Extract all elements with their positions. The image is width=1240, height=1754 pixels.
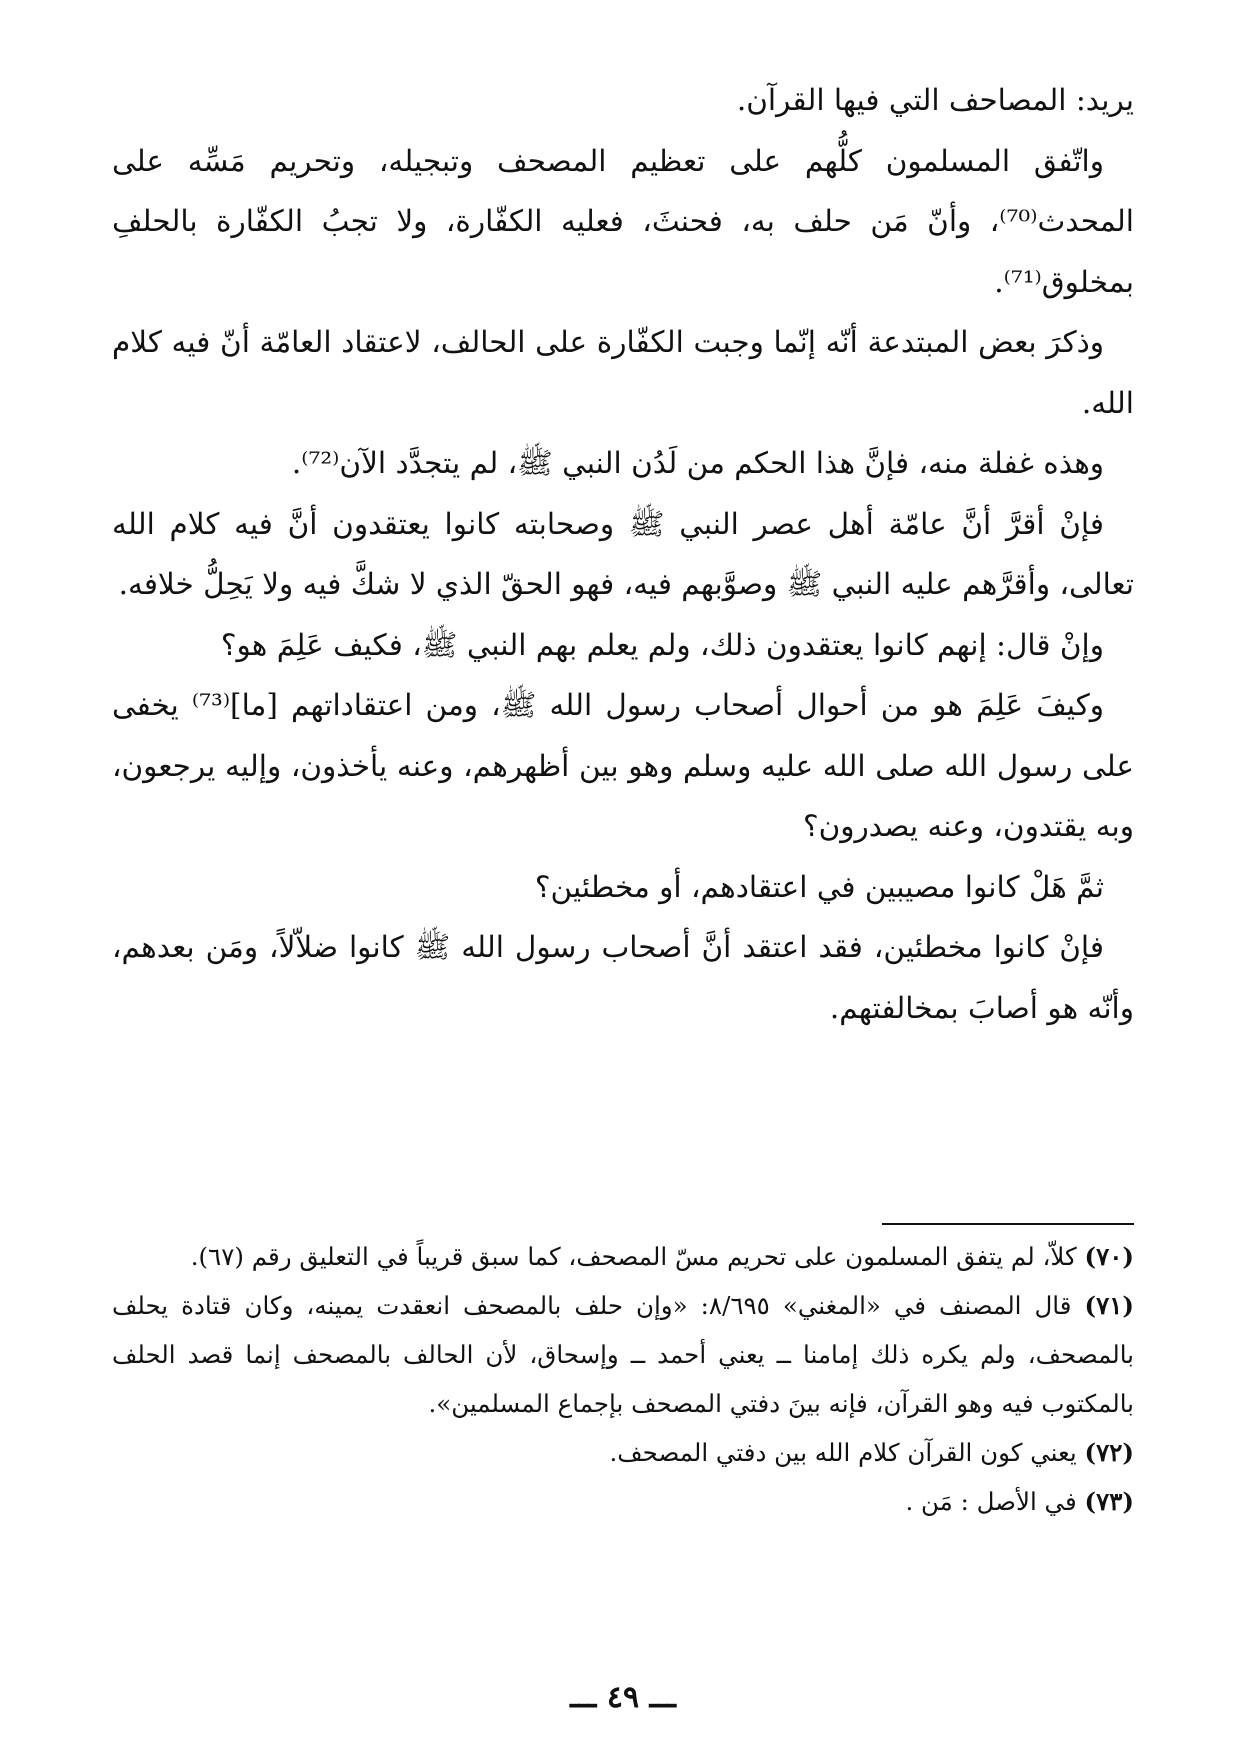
footnote <box>112 1281 1134 1428</box>
footnote-text: كلاّ، لم يتفق المسلمون على تحريم مسّ المصحف، كما سبق قريباً في التعليق رقم (٦٧). <box>190 1242 1077 1271</box>
paragraph: وذكرَ بعض المبتدعة أنّه إنّما وجبت الكفّارة على الحالف، لاعتقاد العامّة أنّ فيه كلام الله. <box>112 325 1134 420</box>
footnote-number: (٧٣) <box>1084 1487 1134 1516</box>
paragraph: وكيفَ عَلِمَ هو من أحوال أصحاب رسول الله ﷺ، ومن اعتقاداتهم [ما]⁽⁷³⁾ يخفى على رسول الله صلى الله عليه وسلم وهو بين أظهرهم، وعنه يأخذون، وإليه يرجعون، وبه يقتدون، وعنه يصدرون؟ <box>112 688 1134 843</box>
paragraph: فإنْ كانوا مخطئين، فقد اعتقد أنَّ أصحاب رسول الله ﷺ كانوا ضلاّلاً، ومَن بعدهم، وأنّه هو أصابَ بمخالفتهم. <box>112 930 1134 1025</box>
footnote-text: قال المصنف في «المغني» ٨/٦٩٥: «وإن حلف بالمصحف انعقدت يمينه، وكان قتادة يحلف بالمصحف، ولم يكره ذلك إمامنا ــ يعني أحمد ــ وإسحاق، لأن الحالف بالمصحف إنما قصد الحلف بالمكتوب فيه وهو القرآن، فإنه بينَ دفتي المصحف بإجماع المسلمين». <box>112 1291 1134 1418</box>
footnote-divider <box>882 1223 1134 1225</box>
paragraph: فإنْ أقرَّ أنَّ عامّة أهل عصر النبي ﷺ وصحابته كانوا يعتقدون أنَّ فيه كلام الله تعالى، وأقرَّهم عليه النبي ﷺ وصوَّبهم فيه، فهو الحقّ الذي لا شكَّ فيه ولا يَحِلُّ خلافه. <box>112 506 1134 601</box>
footnote-text: يعني كون القرآن كلام الله بين دفتي المصحف. <box>609 1438 1077 1467</box>
footnote <box>112 1477 1134 1526</box>
paragraph: ثمَّ هَلْ كانوا مصيبين في اعتقادهم، أو مخطئين؟ <box>534 869 1104 904</box>
paragraph: وهذه غفلة منه، فإنَّ هذا الحكم من لَدُن النبي ﷺ، لم يتجدَّد الآن⁽⁷²⁾. <box>291 446 1104 480</box>
paragraph: وإنْ قال: إنهم كانوا يعتقدون ذلك، ولم يعلم بهم النبي ﷺ، فكيف عَلِمَ هو؟ <box>220 627 1104 662</box>
footnote-number: (٧١) <box>1084 1291 1134 1320</box>
footnote-text: في الأصل : مَن . <box>905 1487 1077 1516</box>
page-number: ـــ ٤٩ ـــ <box>570 1680 676 1715</box>
book-page <box>112 70 1134 1730</box>
footnote-number: (٧٠) <box>1084 1242 1134 1271</box>
footnote-number: (٧٢) <box>1084 1438 1134 1467</box>
main-text <box>112 70 1134 1038</box>
paragraph: واتّفق المسلمون كلُّهم على تعظيم المصحف وتبجيله، وتحريم مَسِّه على المحدث⁽⁷⁰⁾، وأنّ مَن حلف به، فحنثَ، فعليه الكفّارة، ولا تجبُ الكفّارة بالحلفِ بمخلوق⁽⁷¹⁾. <box>112 143 1134 299</box>
footnote <box>112 1232 1134 1281</box>
paragraph: يريد: المصاحف التي فيها القرآن. <box>736 83 1134 117</box>
footnote <box>112 1428 1134 1477</box>
footnotes <box>112 1232 1134 1526</box>
